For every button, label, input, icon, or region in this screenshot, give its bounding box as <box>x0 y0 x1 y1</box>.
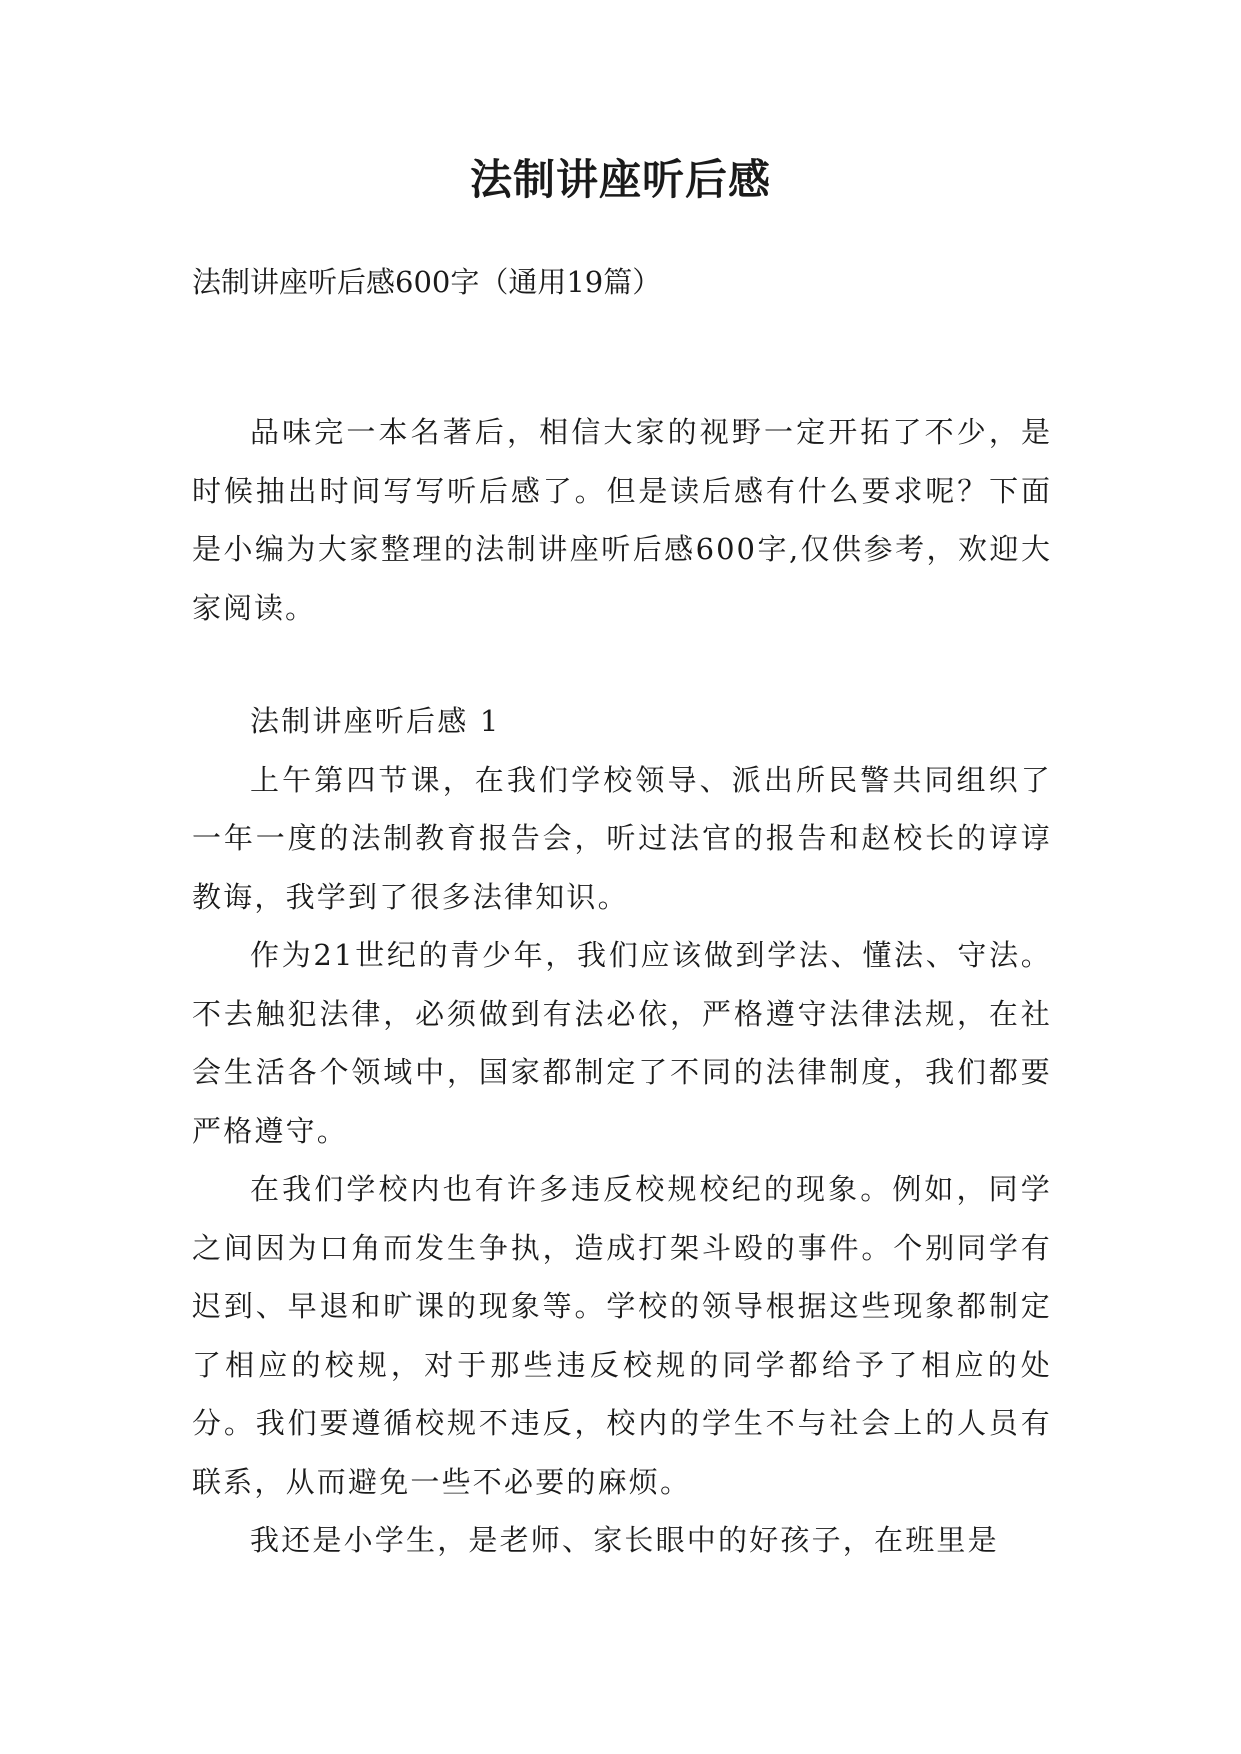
intro-paragraph: 品味完一本名著后，相信大家的视野一定开拓了不少，是时候抽出时间写写听后感了。但是读后感有什么要求呢？下面是小编为大家整理的法制讲座听后感600字,仅供参考，欢迎大家阅读。 <box>192 415 1052 625</box>
document-title: 法制讲座听后感 <box>469 155 771 204</box>
body-paragraph: 作为21世纪的青少年，我们应该做到学法、懂法、守法。不去触犯法律，必须做到有法必依，严格遵守法律法规，在社会生活各个领域中，国家都制定了不同的法律制度，我们都要严格遵守。 <box>192 938 1052 1148</box>
body-paragraph: 上午第四节课，在我们学校领导、派出所民警共同组织了一年一度的法制教育报告会，听过法官的报告和赵校长的谆谆教诲，我学到了很多法律知识。 <box>192 762 1052 914</box>
document-subtitle: 法制讲座听后感600字（通用19篇） <box>192 265 662 299</box>
body-paragraph: 我还是小学生，是老师、家长眼中的好孩子，在班里是 <box>250 1523 999 1557</box>
section-block <box>192 692 1052 1570</box>
section-heading: 法制讲座听后感 1 <box>250 704 501 738</box>
intro-block <box>192 403 1052 637</box>
body-paragraph: 在我们学校内也有许多违反校规校纪的现象。例如，同学之间因为口角而发生争执，造成打架斗殴的事件。个别同学有迟到、早退和旷课的现象等。学校的领导根据这些现象都制定了相应的校规，对于那些违反校规的同学都给予了相应的处分。我们要遵循校规不违反，校内的学生不与社会上的人员有联系，从而避免一些不必要的麻烦。 <box>192 1172 1052 1499</box>
